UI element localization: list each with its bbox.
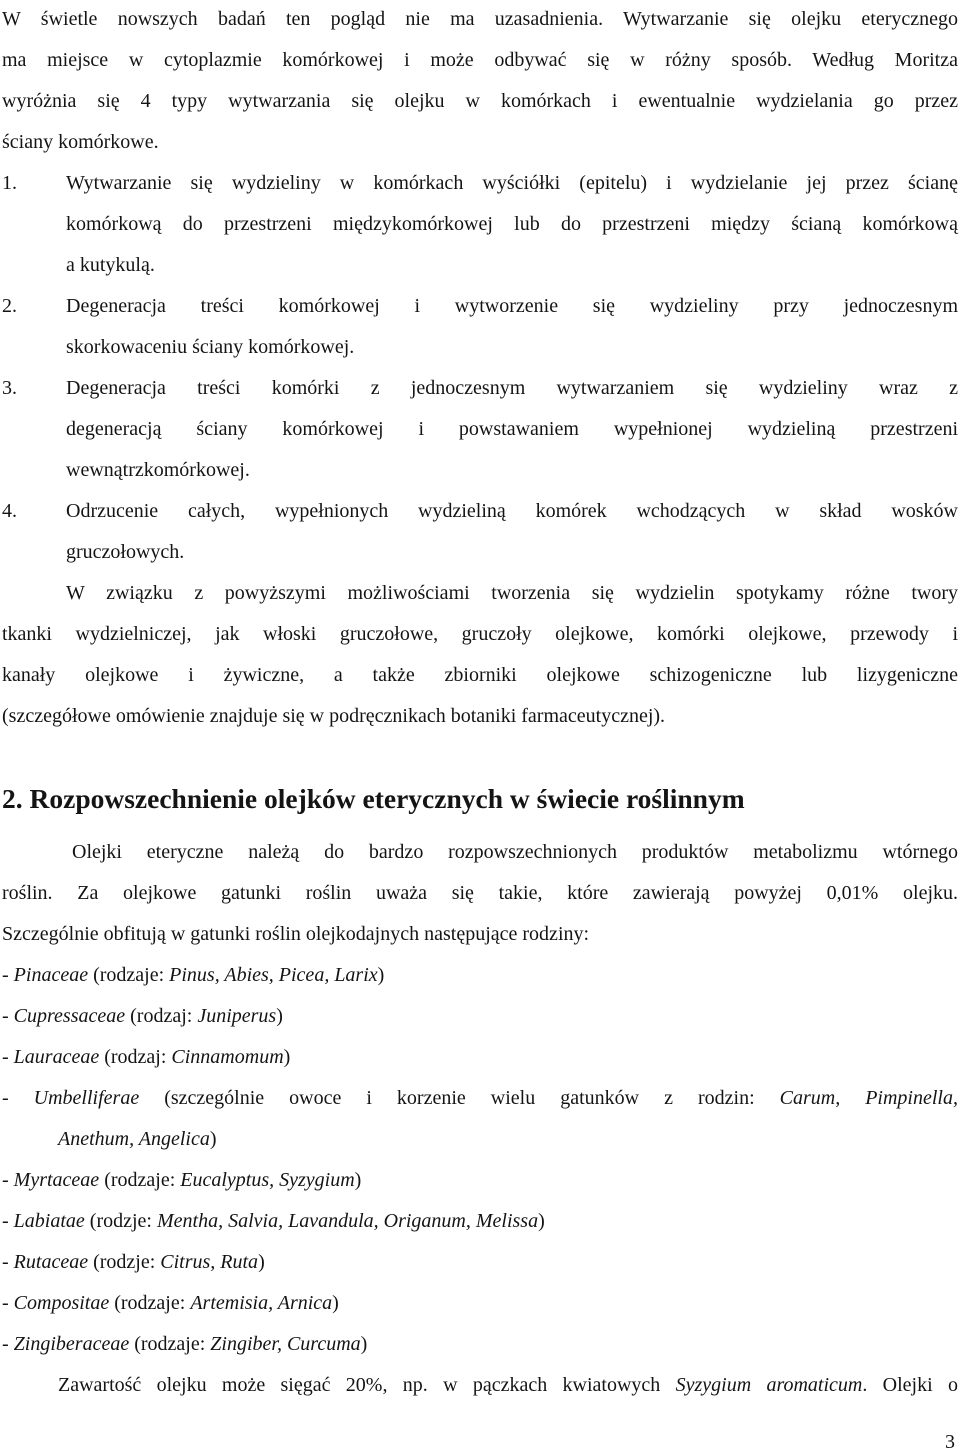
family-note: (rodzaj: [125,1005,198,1027]
list-dash: - [2,1169,14,1191]
type-3-number: 3. [2,377,17,399]
family-name: Pinaceae [13,964,89,986]
intro-line-1: W świetle nowszych badań ten pogląd nie ma uzasadnienia. Wytwarzanie się olejku eterycznego [2,8,958,30]
list-dash: - [2,1046,14,1068]
close-paren: ) [258,1251,265,1273]
genera-names: Cinnamomum [171,1046,284,1068]
intro-line-4: ściany komórkowe. [2,131,159,153]
close-paren: ) [209,1128,217,1150]
family-name: Zingiberaceae [13,1333,130,1355]
genera-names: Pinus, Abies, Picea, Larix [169,964,378,986]
family-item-zingiberaceae [2,1332,958,1356]
family-note: (rodzaje: [109,1292,191,1314]
genera-names: Eucalyptus, Syzygium [180,1169,355,1191]
list-dash: - [2,1333,14,1355]
page-number: 3 [945,1431,955,1453]
family-note: (rodzje: [88,1251,161,1273]
summary-line-1: W związku z powyższymi możliwościami tworzenia się wydzielin spotykamy różne twory [66,582,958,604]
summary-line-4: (szczegółowe omówienie znajduje się w podręcznikach botaniki farmaceutycznej). [2,705,666,727]
type-4-line-1 [2,499,958,523]
type-4-number: 4. [2,500,17,522]
family-name: Umbelliferae [33,1087,140,1109]
list-dash: - [2,964,14,986]
family-item-pinaceae [2,963,958,987]
type-2-line-1 [2,294,958,318]
family-note: (rodzaje: [99,1169,181,1191]
family-name: Labiatae [13,1210,85,1232]
family-note: (rodzaj: [99,1046,172,1068]
family-item-myrtaceae [2,1168,958,1192]
intro-line-3: wyróżnia się 4 typy wytwarzania się olejku w komórkach i ewentualnie wydzielania go przez [2,90,958,112]
summary-line-3: kanały olejkowe i żywiczne, a także zbiorniki olejkowe schizogeniczne lub lizygeniczne [2,664,958,686]
close-paren: ) [377,964,385,986]
summary-line-2: tkanki wydzielniczej, jak włoski gruczołowe, gruczoły olejkowe, komórki olejkowe, przewody i [2,623,958,645]
type-2-text-1: Degeneracja treści komórkowej i wytworzenie się wydzieliny przy jednoczesnym [66,295,958,317]
type-4-text-1: Odrzucenie całych, wypełnionych wydzieliną komórek wchodzących w skład wosków [66,500,958,522]
family-name: Myrtaceae [13,1169,100,1191]
family-item-lauraceae [2,1045,958,1069]
genera-names: Artemisia, Arnica [190,1292,333,1314]
section-line-2: roślin. Za olejkowe gatunki roślin uważa się takie, które zawierają powyżej 0,01% olejku. [2,882,958,904]
type-3-text-1: Degeneracja treści komórki z jednoczesnym wytwarzaniem się wydzieliny wraz z [66,377,958,399]
list-dash: - [2,1251,14,1273]
family-item-rutaceae [2,1250,958,1274]
family-note: (rodzaje: [88,964,170,986]
family-item-umbelliferae [2,1086,958,1110]
section-heading: 2. Rozpowszechnienie olejków eterycznych w świecie roślinnym [2,783,745,814]
type-2-line-2: skorkowaceniu ściany komórkowej. [66,336,355,358]
closing-text: Zawartość olejku może sięgać 20%, np. w pączkach kwiatowych [58,1374,676,1396]
genera-names: Anethum, Angelica [58,1128,210,1150]
close-paren: ) [360,1333,368,1355]
family-note: (rodzaje: [129,1333,211,1355]
family-item-umbelliferae-cont [58,1127,958,1151]
type-1-line-1 [2,171,958,195]
type-3-line-3: wewnątrzkomórkowej. [66,459,250,481]
list-dash: - [2,1210,14,1232]
type-1-number: 1. [2,172,17,194]
family-note: (rodzje: [84,1210,157,1232]
type-4-line-2: gruczołowych. [66,541,185,563]
close-paren: ) [332,1292,339,1314]
family-item-compositae [2,1291,958,1315]
closing-line [58,1373,958,1397]
family-name: Rutaceae [13,1251,89,1273]
type-1-line-2: komórkową do przestrzeni międzykomórkowej lub do przestrzeni między ścianą komórkową [66,213,958,235]
genera-names: Juniperus [197,1005,277,1027]
genera-names: Citrus, Ruta [160,1251,259,1273]
type-1-text-1: Wytwarzanie się wydzieliny w komórkach wyściółki (epitelu) i wydzielanie jej przez ścianę [66,172,958,194]
type-1-line-3: a kutykulą. [66,254,155,276]
genera-names: Mentha, Salvia, Lavandula, Origanum, Melissa [156,1210,539,1232]
species-name: Syzygium aromaticum [675,1374,863,1396]
list-dash: - [2,1005,14,1027]
close-paren: ) [354,1169,362,1191]
section-line-1: Olejki eteryczne należą do bardzo rozpowszechnionych produktów metabolizmu wtórnego [72,841,958,863]
close-paren: ) [283,1046,291,1068]
intro-line-2: ma miejsce w cytoplazmie komórkowej i może odbywać się w różny sposób. Według Moritza [2,49,958,71]
family-item-cupressaceae [2,1004,958,1028]
family-note: (szczególnie owoce i korzenie wielu gatunków z rodzin: [139,1087,780,1109]
genera-names: Carum, Pimpinella, [779,1087,958,1109]
family-name: Cupressaceae [13,1005,126,1027]
close-paren: ) [538,1210,545,1232]
list-dash: - [2,1087,34,1109]
section-line-3: Szczególnie obfitują w gatunki roślin olejkodajnych następujące rodziny: [2,923,590,945]
type-2-number: 2. [2,295,17,317]
close-paren: ) [276,1005,283,1027]
list-dash: - [2,1292,14,1314]
closing-text-end: . Olejki o [862,1374,958,1396]
type-3-line-2: degeneracją ściany komórkowej i powstawaniem wypełnionej wydzieliną przestrzeni [66,418,958,440]
family-name: Lauraceae [13,1046,100,1068]
genera-names: Zingiber, Curcuma [210,1333,361,1355]
type-3-line-1 [2,376,958,400]
family-name: Compositae [13,1292,110,1314]
family-item-labiatae [2,1209,958,1233]
